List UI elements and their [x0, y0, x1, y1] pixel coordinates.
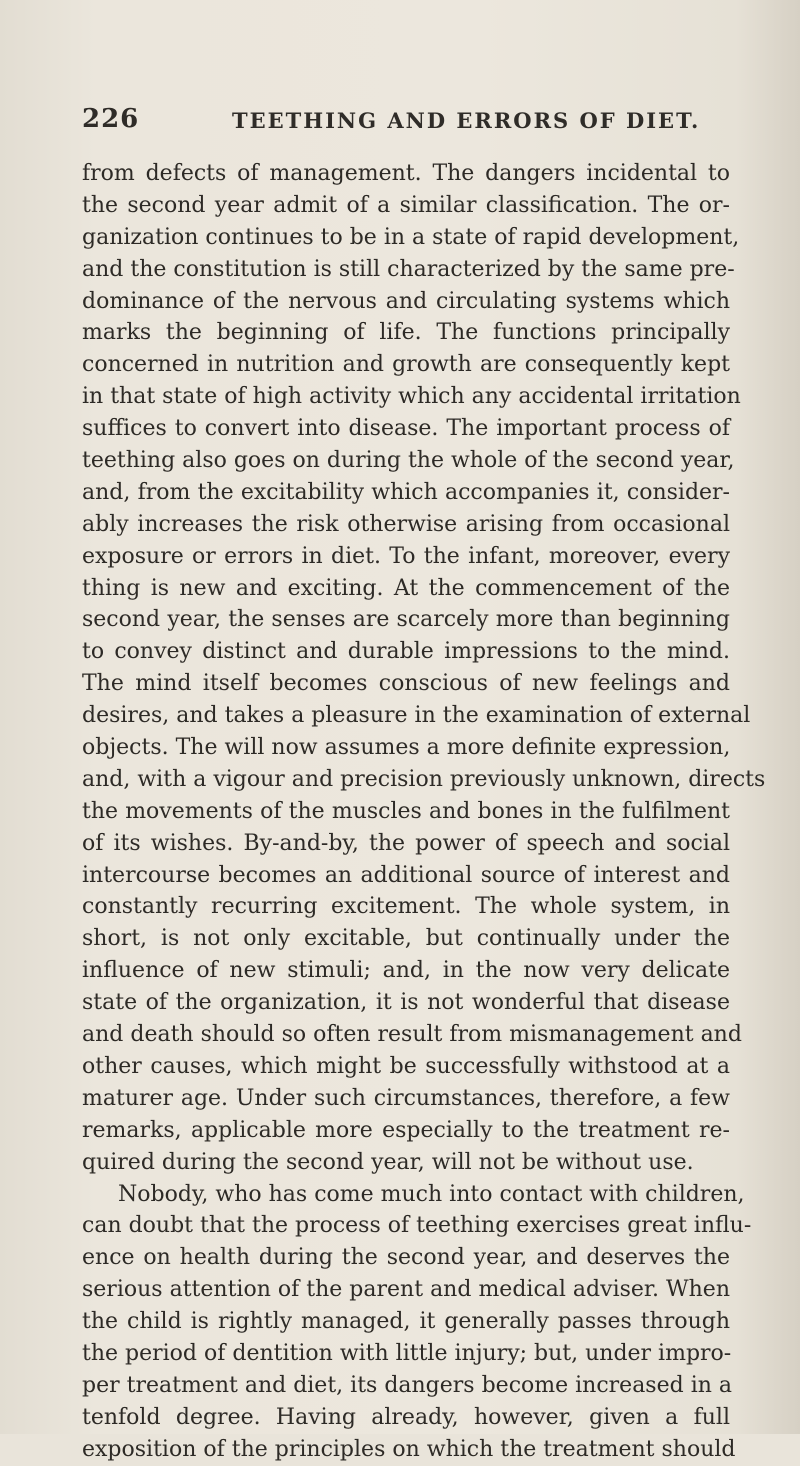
text-line: dominance of the nervous and circulating systems which	[82, 288, 730, 314]
text-line: can doubt that the process of teething exercises great influ-	[82, 1213, 752, 1239]
text-line: second year, the senses are scarcely more than beginning	[82, 607, 730, 633]
text-line: and the constitution is still characterized by the same pre-	[82, 256, 735, 282]
text-line: influence of new stimuli; and, in the now very delicate	[82, 958, 730, 984]
text-line: in that state of high activity which any accidental irritation	[82, 384, 741, 410]
text-line: remarks, applicable more especially to the treatment re-	[82, 1117, 730, 1143]
text-line: quired during the second year, will not be without use.	[82, 1149, 694, 1175]
text-line: and, with a vigour and precision previously unknown, directs	[82, 766, 766, 792]
running-title: TEETHING AND ERRORS OF DIET.	[232, 108, 701, 133]
body-text	[82, 158, 766, 1466]
text-line: objects. The will now assumes a more definite expression,	[82, 735, 731, 761]
text-line: constantly recurring excitement. The whole system, in	[82, 894, 730, 920]
text-line: thing is new and exciting. At the commencement of the	[82, 575, 730, 601]
text-line: of its wishes. By-and-by, the power of speech and social	[82, 830, 730, 856]
text-line: from defects of management. The dangers incidental to	[82, 161, 730, 186]
text-line: teething also goes on during the whole of the second year,	[82, 448, 735, 474]
text-line: concerned in nutrition and growth are consequently kept	[82, 352, 730, 378]
page-number: 226	[82, 104, 140, 134]
text-line: other causes, which might be successfully withstood at a	[82, 1053, 730, 1079]
text-line: and, from the excitability which accompanies it, consider-	[82, 479, 730, 505]
text-line: the second year admit of a similar classification. The or-	[82, 192, 730, 218]
text-line: marks the beginning of life. The functions principally	[82, 320, 730, 346]
text-line: and death should so often result from mismanagement and	[82, 1022, 742, 1048]
text-line: state of the organization, it is not wonderful that disease	[82, 990, 730, 1016]
text-line: short, is not only excitable, but continually under the	[82, 926, 730, 952]
text-line: desires, and takes a pleasure in the examination of external	[82, 703, 751, 729]
page-header	[82, 104, 722, 138]
text-line: ganization continues to be in a state of rapid development,	[82, 224, 740, 250]
text-line: the child is rightly managed, it generally passes through	[82, 1309, 730, 1335]
text-line: exposure or errors in diet. To the infant, moreover, every	[82, 543, 730, 569]
text-line: per treatment and diet, its dangers become increased in a	[82, 1372, 733, 1398]
text-line: exposition of the principles on which the treatment should	[82, 1436, 736, 1462]
text-line: Nobody, who has come much into contact with children,	[118, 1181, 745, 1207]
text-line: to convey distinct and durable impressions to the mind.	[82, 639, 730, 665]
text-line: the period of dentition with little injury; but, under impro-	[82, 1340, 732, 1366]
text-line: serious attention of the parent and medical adviser. When	[82, 1277, 730, 1303]
text-line: suffices to convert into disease. The important process of	[82, 416, 730, 442]
text-line: intercourse becomes an additional source of interest and	[82, 862, 730, 888]
text-line: ably increases the risk otherwise arising from occasional	[82, 511, 730, 537]
text-line: the movements of the muscles and bones in the fulfilment	[82, 798, 730, 824]
text-line: ence on health during the second year, and deserves the	[82, 1245, 730, 1271]
text-line: maturer age. Under such circumstances, therefore, a few	[82, 1085, 730, 1111]
text-line: The mind itself becomes conscious of new feelings and	[82, 671, 730, 697]
text-line: tenfold degree. Having already, however, given a full	[82, 1404, 730, 1430]
